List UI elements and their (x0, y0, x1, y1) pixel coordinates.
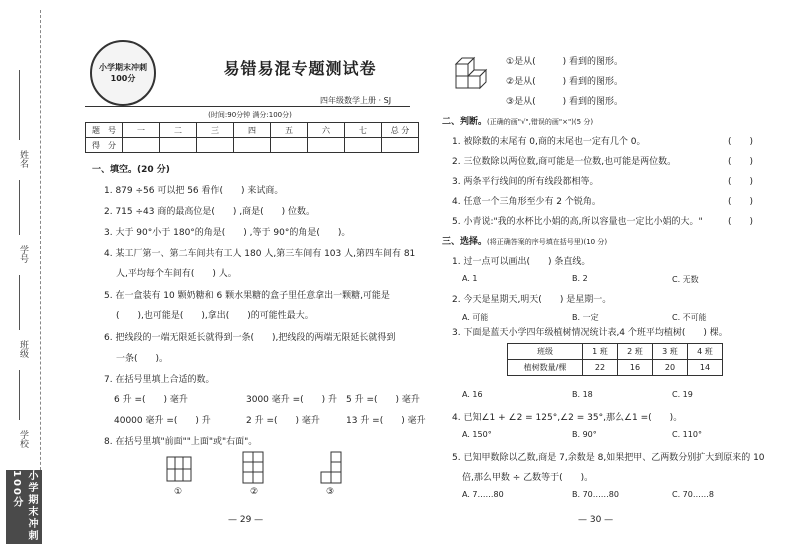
student-id-field-label: 学号 (18, 245, 28, 263)
fill-question-1: 1. 879 ÷56 可以把 56 看作( ) 来试商。 (104, 186, 284, 196)
choice-option: A. 16 (462, 390, 483, 399)
view-figure-1 (166, 456, 192, 482)
choice-question-5: 5. 已知甲数除以乙数,商是 7,余数是 8,如果把甲、乙两数分别扩大到原来的 10 (452, 453, 765, 463)
fill-question-5: 5. 在一盒装有 10 颗奶糖和 6 颗水果糖的盒子里任意拿出一颗糖,可能是 (104, 291, 390, 301)
judge-item-4: 4. 任意一个三角形至少有 2 个锐角。 (452, 197, 601, 207)
tree-header-cell: 1 班 (583, 344, 618, 360)
tree-header-cell: 3 班 (653, 344, 688, 360)
fill-question-8: 8. 在括号里填"前面""上面"或"右面"。 (104, 437, 258, 447)
figure-label: ② (250, 487, 259, 497)
fill-question-3: 3. 大于 90°小于 180°的角是( ) ,等于 90°的角是( )。 (104, 228, 351, 238)
name-line (19, 70, 20, 140)
class-line (19, 275, 20, 330)
score-cell[interactable] (382, 138, 419, 153)
judge-item-1: 1. 被除数的末尾有 0,商的末尾也一定有几个 0。 (452, 137, 646, 147)
student-id-line (19, 180, 20, 235)
figure-label: ③ (326, 487, 335, 497)
fill-question-7: 7. 在括号里填上合适的数。 (104, 375, 215, 385)
tree-row-label: 植树数量/棵 (508, 360, 583, 376)
unit-conversion: 6 升 =( ) 毫升 (114, 395, 188, 405)
view-question-3: ③是从( ) 看到的图形。 (506, 97, 623, 107)
choice-option: C. 110° (672, 430, 702, 439)
fill-question-6: 6. 把线段的一端无限延长就得到一条( ),把线段的两端无限延长就得到 (104, 333, 396, 343)
score-row-label: 得 分 (86, 138, 123, 153)
tree-table-row (508, 360, 723, 376)
tree-header-cell: 2 班 (618, 344, 653, 360)
choice-option: A. 7……80 (462, 490, 504, 499)
view-figure-3 (320, 451, 346, 484)
view-question-1: ①是从( ) 看到的图形。 (506, 57, 623, 67)
tree-header-cell: 班级 (508, 344, 583, 360)
choice-option: A. 150° (462, 430, 492, 439)
class-field-label: 班级 (18, 340, 28, 358)
score-table-header-row (86, 123, 419, 138)
choice-option: C. 19 (672, 390, 693, 399)
score-cell[interactable] (160, 138, 197, 153)
score-header-cell: 六 (308, 123, 345, 138)
score-cell[interactable] (123, 138, 160, 153)
score-header-cell: 总 分 (382, 123, 419, 138)
score-table (85, 122, 419, 153)
choice-option: C. 70……8 (672, 490, 714, 499)
section2-heading (442, 114, 593, 127)
view-figure-2 (242, 451, 268, 484)
fill-question-6-cont: 一条( )。 (116, 354, 169, 364)
choice-option: C. 无数 (672, 275, 699, 284)
judge-item-2: 2. 三位数除以两位数,商可能是一位数,也可能是两位数。 (452, 157, 677, 167)
unit-conversion: 5 升 =( ) 毫升 (346, 395, 420, 405)
page-title: 易错易混专题测试卷 (223, 59, 377, 78)
answer-paren[interactable]: ( ) (728, 137, 754, 147)
choice-question-4: 4. 已知∠1 + ∠2 = 125°,∠2 = 35°,那么∠1 =( )。 (452, 413, 683, 423)
choice-option: B. 70……80 (572, 490, 619, 499)
school-line (19, 370, 20, 420)
answer-paren[interactable]: ( ) (728, 217, 754, 227)
fill-question-5-cont: ( ),也可能是( ),拿出( )的可能性最大。 (116, 311, 314, 321)
section2-note: (正确的画"√",错误的画"×")(5 分) (487, 118, 594, 126)
fill-question-4: 4. 某工厂第一、第二车间共有工人 180 人,第三车间有 103 人,第四车间有 81 (104, 249, 416, 259)
fill-question-2: 2. 715 ÷43 商的最高位是( ) ,商是( ) 位数。 (104, 207, 315, 217)
school-field-label: 学校 (18, 430, 28, 448)
series-badge: 小学期末冲刺100分 (90, 40, 156, 106)
section3-heading (442, 234, 607, 247)
score-table-row (86, 138, 419, 153)
score-cell[interactable] (234, 138, 271, 153)
choice-option: B. 18 (572, 390, 593, 399)
unit-conversion: 2 升 =( ) 毫升 (246, 416, 320, 426)
score-header-cell: 二 (160, 123, 197, 138)
choice-option: B. 2 (572, 274, 588, 283)
tree-header-cell: 4 班 (688, 344, 723, 360)
choice-question-1: 1. 过一点可以画出( ) 条直线。 (452, 257, 591, 267)
score-header-cell: 五 (271, 123, 308, 138)
answer-paren[interactable]: ( ) (728, 177, 754, 187)
choice-option: A. 1 (462, 274, 478, 283)
unit-conversion: 13 升 =( ) 毫升 (346, 416, 426, 426)
unit-conversion: 40000 毫升 =( ) 升 (114, 416, 211, 426)
tree-value-cell: 16 (618, 360, 653, 376)
score-cell[interactable] (271, 138, 308, 153)
cube-stack-figure (452, 52, 494, 94)
tree-value-cell: 20 (653, 360, 688, 376)
fill-question-4-cont: 人,平均每个车间有( ) 人。 (116, 269, 237, 279)
tree-value-cell: 14 (688, 360, 723, 376)
score-header-cell: 四 (234, 123, 271, 138)
choice-option: C. 不可能 (672, 313, 707, 322)
page-number-right: — 30 — (578, 515, 614, 525)
choice-question-5-cont: 倍,那么甲数 ÷ 乙数等于( )。 (462, 473, 594, 483)
score-cell[interactable] (308, 138, 345, 153)
judge-item-5: 5. 小青说:"我的水杯比小娟的高,所以容量也一定比小娟的大。" (452, 217, 703, 227)
choice-question-2: 2. 今天是星期天,明天( ) 是星期一。 (452, 295, 612, 305)
score-header-cell: 三 (197, 123, 234, 138)
score-header-cell: 题 号 (86, 123, 123, 138)
tree-value-cell: 22 (583, 360, 618, 376)
view-question-2: ②是从( ) 看到的图形。 (506, 77, 623, 87)
choice-option: A. 可能 (462, 313, 489, 322)
title-divider (85, 106, 410, 107)
choice-option: B. 一定 (572, 313, 599, 322)
judge-item-3: 3. 两条平行线间的所有线段都相等。 (452, 177, 599, 187)
answer-paren[interactable]: ( ) (728, 197, 754, 207)
grade-label: 四年级数学上册 · SJ (320, 96, 392, 105)
tree-planting-table (507, 343, 723, 376)
tree-table-header (508, 344, 723, 360)
section2-title: 二、判断。 (442, 117, 488, 127)
answer-paren[interactable]: ( ) (728, 157, 754, 167)
section3-note: (将正确答案的序号填在括号里)(10 分) (487, 238, 608, 246)
choice-question-3: 3. 下面是蓝天小学四年级植树情况统计表,4 个班平均植树( ) 棵。 (452, 328, 728, 338)
score-header-cell: 一 (123, 123, 160, 138)
time-info: (时间:90分钟 满分:100分) (208, 111, 292, 119)
choice-option: B. 90° (572, 430, 597, 439)
section3-title: 三、选择。 (442, 237, 488, 247)
score-cell[interactable] (197, 138, 234, 153)
section1-heading: 一、填空。(20 分) (92, 165, 170, 175)
figure-label: ① (174, 487, 183, 497)
score-header-cell: 七 (345, 123, 382, 138)
series-logo: 小学期末冲刺100分 (6, 470, 42, 544)
score-cell[interactable] (345, 138, 382, 153)
name-field-label: 姓名 (18, 150, 28, 168)
page-number-left: — 29 — (228, 515, 264, 525)
unit-conversion: 3000 毫升 =( ) 升 (246, 395, 338, 405)
binding-line (40, 10, 41, 480)
